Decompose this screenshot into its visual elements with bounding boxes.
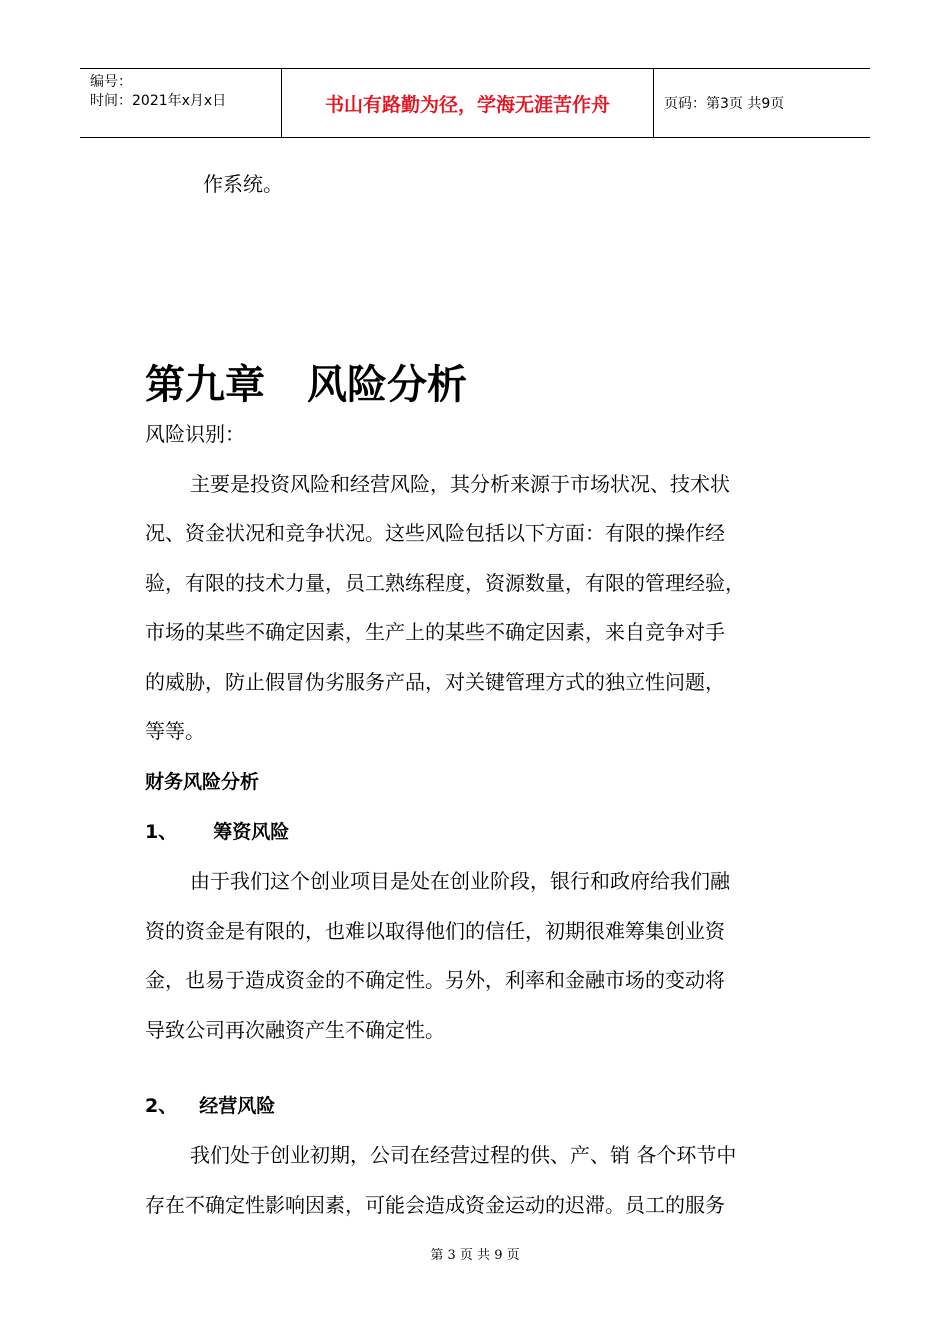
paragraph-line: 由于我们这个创业项目是处在创业阶段，银行和政府给我们融: [190, 869, 730, 893]
risk-id-label: 风险识别：: [145, 422, 245, 446]
paragraph-line: 况、资金状况和竞争状况。这些风险包括以下方面：有限的操作经: [145, 521, 725, 545]
header-page-code: 页码：第3页 共9页: [664, 96, 785, 112]
section-number: 2、: [145, 1095, 178, 1117]
header-number-label: 编号：: [90, 74, 132, 90]
paragraph-line: 验，有限的技术力量，员工熟练程度，资源数量，有限的管理经验，: [145, 571, 745, 595]
header-info: [80, 69, 282, 137]
financial-risk-heading: 财务风险分析: [145, 771, 260, 793]
paragraph-line: 资的资金是有限的，也难以取得他们的信任，初期很难筹集创业资: [145, 919, 725, 943]
paragraph-line: 的威胁，防止假冒伪劣服务产品，对关键管理方式的独立性问题，: [145, 670, 725, 694]
chapter-number: 第九章: [145, 362, 265, 408]
paragraph-line: 导致公司再次融资产生不确定性。: [145, 1018, 445, 1042]
header-time-label: 时间：2021年x月x日: [90, 93, 227, 109]
section-heading: [145, 820, 289, 844]
paragraph-line: 存在不确定性影响因素，可能会造成资金运动的迟滞。员工的服务: [145, 1193, 725, 1217]
paragraph-line: 主要是投资风险和经营风险，其分析来源于市场状况、技术状: [190, 472, 730, 496]
section-title: 筹资风险: [213, 821, 290, 843]
section-number: 1、: [145, 821, 178, 843]
paragraph-line: 市场的某些不确定因素，生产上的某些不确定因素，来自竞争对手: [145, 620, 725, 644]
paragraph-line: 金，也易于造成资金的不确定性。另外，利率和金融市场的变动将: [145, 968, 725, 992]
page-footer: 第 3 页 共 9 页: [430, 1248, 520, 1263]
chapter-title: [145, 360, 467, 410]
paragraph-line: 等等。: [145, 719, 205, 743]
header-motto: 书山有路勤为径，学海无涯苦作舟: [282, 69, 654, 137]
section-title: 经营风险: [199, 1095, 276, 1117]
continuation-text: 作系统。: [203, 172, 283, 196]
page-header: [80, 68, 870, 138]
paragraph-line: 我们处于创业初期，公司在经营过程的供、产、销 各个环节中: [190, 1143, 737, 1167]
chapter-name: 风险分析: [307, 362, 467, 408]
section-heading: [145, 1094, 275, 1118]
